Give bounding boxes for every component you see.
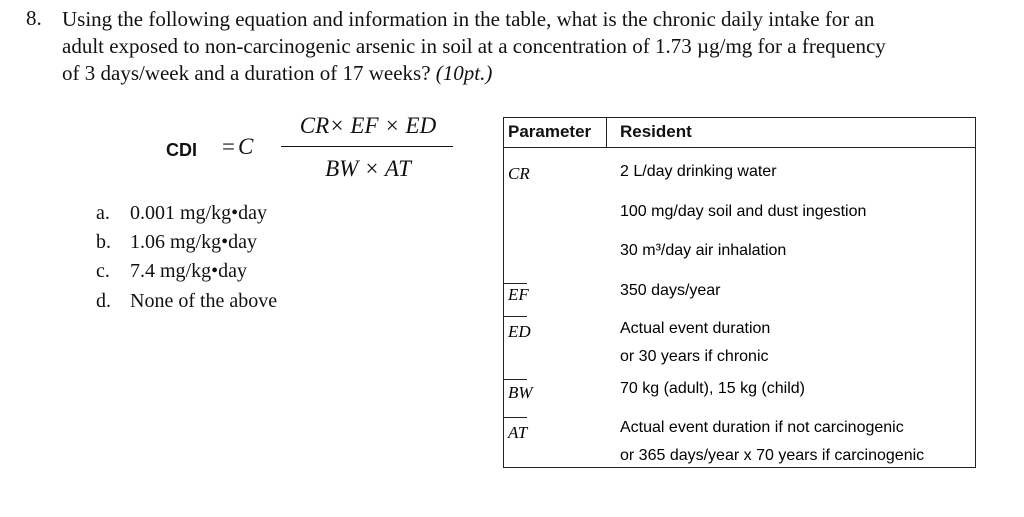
table-header-resident: Resident bbox=[620, 122, 692, 141]
value-ef: 350 days/year bbox=[620, 282, 721, 299]
option-text: 0.001 mg/kg•day bbox=[130, 202, 267, 224]
formula-denominator: BW × AT bbox=[325, 156, 411, 181]
question-points: (10pt.) bbox=[435, 61, 493, 85]
value-cr-soil: 100 mg/day soil and dust ingestion bbox=[620, 203, 867, 220]
option-letter: c. bbox=[96, 260, 110, 282]
option-b[interactable] bbox=[96, 231, 257, 254]
value-ed-line1: Actual event duration bbox=[620, 320, 771, 337]
formula-numerator: CR× EF × ED bbox=[299, 113, 437, 138]
value-ed-line2: or 30 years if chronic bbox=[620, 348, 769, 365]
question-text bbox=[62, 6, 1012, 87]
value-bw: 70 kg (adult), 15 kg (child) bbox=[620, 380, 805, 397]
option-letter: d. bbox=[96, 290, 111, 312]
param-bw: BW bbox=[508, 383, 533, 402]
param-ed: ED bbox=[508, 322, 531, 341]
value-cr-water: 2 L/day drinking water bbox=[620, 163, 777, 180]
question-line-text: of 3 days/week and a duration of 17 weeks? bbox=[62, 61, 436, 85]
fraction-bar bbox=[281, 146, 453, 147]
param-at: AT bbox=[508, 423, 528, 442]
row-divider bbox=[503, 316, 527, 317]
option-text: 1.06 mg/kg•day bbox=[130, 231, 257, 253]
value-at-line1: Actual event duration if not carcinogenic bbox=[620, 419, 904, 436]
param-cr: CR bbox=[508, 164, 530, 183]
option-letter: b. bbox=[96, 231, 111, 253]
option-d[interactable] bbox=[96, 290, 277, 313]
table-header-column-divider bbox=[606, 117, 607, 147]
value-cr-air: 30 m³/day air inhalation bbox=[620, 242, 787, 259]
option-letter: a. bbox=[96, 202, 110, 224]
option-text: 7.4 mg/kg•day bbox=[130, 260, 247, 282]
value-at-line2: or 365 days/year x 70 years if carcinogenic bbox=[620, 447, 925, 464]
formula-constant: C bbox=[237, 134, 254, 159]
param-ef: EF bbox=[508, 285, 529, 304]
formula-label: CDI bbox=[166, 140, 197, 160]
question-line: Using the following equation and information in the table, what is the chronic daily intake for an bbox=[62, 7, 875, 31]
option-c[interactable] bbox=[96, 260, 247, 283]
table-header-divider bbox=[503, 147, 976, 148]
question-line: adult exposed to non-carcinogenic arsenic in soil at a concentration of 1.73 µg/mg for a frequency bbox=[62, 34, 886, 58]
row-divider bbox=[503, 417, 527, 418]
question-line bbox=[62, 60, 1012, 87]
option-text: None of the above bbox=[130, 290, 278, 312]
equals-sign: = bbox=[222, 134, 235, 159]
option-a[interactable] bbox=[96, 202, 267, 225]
table-header-parameter: Parameter bbox=[508, 122, 592, 141]
formula-equals bbox=[222, 134, 253, 160]
row-divider bbox=[503, 283, 527, 284]
question-number: 8. bbox=[26, 6, 42, 30]
row-divider bbox=[503, 379, 527, 380]
